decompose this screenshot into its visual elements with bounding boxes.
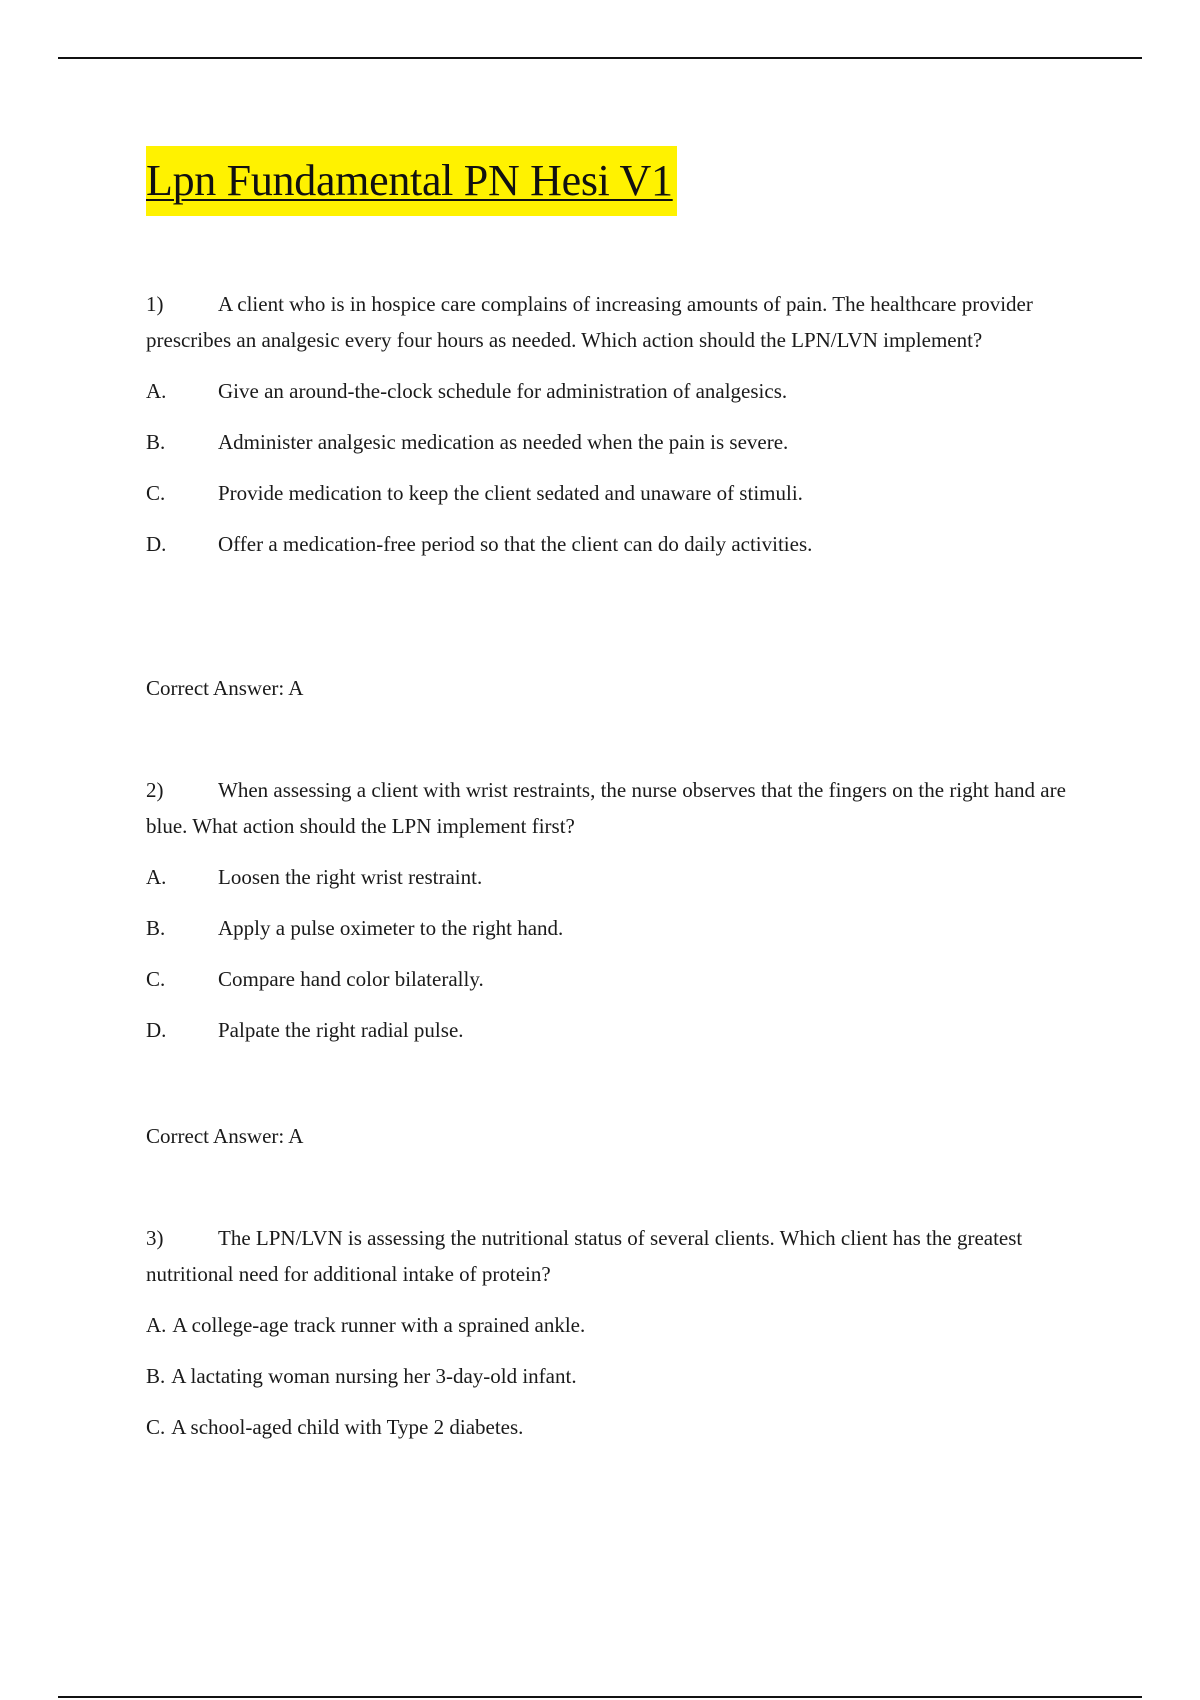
- option-a: [146, 373, 1106, 409]
- question-2: [146, 772, 1106, 1048]
- correct-answer-1: Correct Answer: A: [146, 676, 304, 700]
- option-b: [146, 424, 1106, 460]
- option-letter: A.: [146, 1313, 167, 1337]
- question-stem: [146, 1220, 1106, 1292]
- option-text: Palpate the right radial pulse.: [218, 1018, 464, 1042]
- option-text: Give an around-the-clock schedule for administration of analgesics.: [218, 379, 788, 403]
- option-text: A school-aged child with Type 2 diabetes.: [171, 1415, 524, 1439]
- question-3: [146, 1220, 1106, 1445]
- option-text: Administer analgesic medication as needed when the pain is severe.: [218, 430, 789, 454]
- option-a: [146, 859, 1106, 895]
- option-letter: B.: [146, 916, 166, 940]
- option-text: Compare hand color bilaterally.: [218, 967, 484, 991]
- option-a: [146, 1307, 1106, 1343]
- option-letter: A.: [146, 865, 167, 889]
- option-letter: D.: [146, 1018, 167, 1042]
- option-text: Apply a pulse oximeter to the right hand.: [218, 916, 564, 940]
- title-block: [146, 146, 677, 216]
- option-c: [146, 961, 1106, 997]
- option-c: [146, 475, 1106, 511]
- document-title: Lpn Fundamental PN Hesi V1: [146, 146, 677, 216]
- question-text: A client who is in hospice care complains of increasing amounts of pain. The healthcare provider prescribes an analgesic every four hours as needed. Which action should the LPN/LVN implement?: [146, 292, 1033, 352]
- option-text: Offer a medication-free period so that the client can do daily activities.: [218, 532, 813, 556]
- bottom-rule: [58, 1696, 1142, 1698]
- correct-answer-2: Correct Answer: A: [146, 1124, 304, 1148]
- question-text: When assessing a client with wrist restraints, the nurse observes that the fingers on the right hand are blue. What action should the LPN implement first?: [146, 778, 1066, 838]
- option-text: Loosen the right wrist restraint.: [218, 865, 483, 889]
- question-stem: [146, 772, 1106, 844]
- option-text: A college-age track runner with a sprained ankle.: [172, 1313, 586, 1337]
- option-d: [146, 526, 1106, 562]
- top-rule: [58, 57, 1142, 59]
- question-number: 1): [146, 292, 164, 316]
- question-number: 2): [146, 778, 164, 802]
- question-text: The LPN/LVN is assessing the nutritional status of several clients. Which client has the greatest nutritional need for additional intake of protein?: [146, 1226, 1023, 1286]
- option-letter: B.: [146, 430, 166, 454]
- option-b: [146, 910, 1106, 946]
- option-letter: D.: [146, 532, 167, 556]
- option-b: [146, 1358, 1106, 1394]
- option-text: Provide medication to keep the client sedated and unaware of stimuli.: [218, 481, 803, 505]
- option-letter: C.: [146, 1415, 166, 1439]
- option-text: A lactating woman nursing her 3-day-old infant.: [171, 1364, 577, 1388]
- option-letter: C.: [146, 967, 166, 991]
- option-letter: B.: [146, 1364, 166, 1388]
- option-letter: C.: [146, 481, 166, 505]
- question-1: [146, 286, 1106, 562]
- option-c: [146, 1409, 1106, 1445]
- option-letter: A.: [146, 379, 167, 403]
- question-number: 3): [146, 1226, 164, 1250]
- option-d: [146, 1012, 1106, 1048]
- question-stem: [146, 286, 1106, 358]
